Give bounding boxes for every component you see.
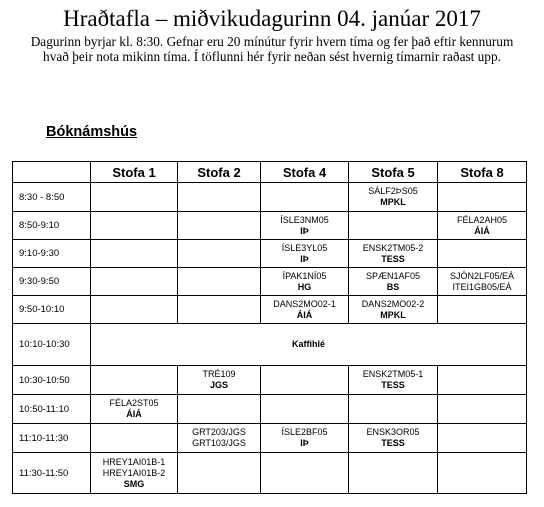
table-row xyxy=(13,240,527,268)
course-code: HREY1AI01B-2 xyxy=(102,467,166,478)
class-cell xyxy=(261,366,349,395)
class-cell xyxy=(349,424,438,453)
course-code: SPÆN1AF05 xyxy=(365,270,421,281)
class-cell xyxy=(261,268,349,296)
teacher-initials: IÞ xyxy=(300,225,309,236)
intro-paragraph: Dagurinn byrjar kl. 8:30. Gefnar eru 20 mínútur fyrir hvern tíma og fer það eftir kennurum hvað þeir nota mikinn tíma. Í töflunni hér fyrir neðan sést hvernig tímarnir raðast upp. xyxy=(30,34,514,64)
teacher-initials: MPKL xyxy=(380,197,406,207)
class-cell xyxy=(91,424,178,453)
column-header: Stofa 8 xyxy=(438,162,527,183)
class-cell xyxy=(349,366,438,395)
course-code: FÉLA2AH05 xyxy=(456,214,508,225)
table-row xyxy=(13,395,527,424)
course-code: ENSK2TM05-1 xyxy=(362,369,424,379)
teacher-initials: IÞ xyxy=(300,253,309,264)
course-code: ÍSLE3YL05 xyxy=(281,242,328,253)
class-cell xyxy=(91,268,178,296)
time-cell: 11:30-11:50 xyxy=(13,453,91,494)
class-cell xyxy=(178,212,261,240)
class-cell xyxy=(349,183,438,212)
table-row xyxy=(13,268,527,296)
class-cell xyxy=(349,395,438,424)
column-header: Stofa 5 xyxy=(349,162,438,183)
class-cell xyxy=(438,296,527,324)
course-code: ENSK3OR05 xyxy=(366,427,420,437)
class-cell xyxy=(349,296,438,324)
teacher-initials: TESS xyxy=(381,380,405,390)
class-cell xyxy=(438,366,527,395)
class-cell xyxy=(349,240,438,268)
break-label: Kaffihlé xyxy=(291,339,325,349)
teacher-initials: SMG xyxy=(123,478,145,489)
class-cell xyxy=(178,453,261,494)
column-header xyxy=(13,162,91,183)
time-cell: 9:30-9:50 xyxy=(13,268,91,296)
column-header: Stofa 1 xyxy=(91,162,178,183)
class-cell xyxy=(261,424,349,453)
course-code: ITEI1GB05/EÁ xyxy=(452,281,512,292)
class-cell xyxy=(438,395,527,424)
break-cell xyxy=(91,324,527,366)
table-row xyxy=(13,296,527,324)
class-cell xyxy=(91,240,178,268)
time-cell: 9:50-10:10 xyxy=(13,296,91,324)
page-title: Hraðtafla – miðvikudagurinn 04. janúar 2017 xyxy=(63,6,481,31)
table-row xyxy=(13,183,527,212)
class-cell xyxy=(178,395,261,424)
teacher-initials: TESS xyxy=(381,253,405,264)
class-cell xyxy=(91,212,178,240)
class-cell xyxy=(178,296,261,324)
course-code: ENSK2TM05-2 xyxy=(362,242,424,253)
time-cell: 8:30 - 8:50 xyxy=(13,183,91,212)
class-cell xyxy=(261,453,349,494)
class-cell xyxy=(438,183,527,212)
course-code: ÍPAK1NÍ05 xyxy=(282,270,327,281)
course-code: ÍSLE3NM05 xyxy=(280,214,329,225)
class-cell xyxy=(261,296,349,324)
course-code: ÍSLE2BF05 xyxy=(281,427,328,437)
class-cell xyxy=(349,268,438,296)
column-header: Stofa 2 xyxy=(178,162,261,183)
class-cell xyxy=(261,183,349,212)
class-cell xyxy=(178,240,261,268)
time-cell: 8:50-9:10 xyxy=(13,212,91,240)
class-cell xyxy=(349,212,438,240)
class-cell xyxy=(178,268,261,296)
class-cell xyxy=(438,240,527,268)
class-cell xyxy=(178,366,261,395)
course-code: GRT103/JGS xyxy=(192,438,246,448)
table-row xyxy=(13,366,527,395)
course-code: FÉLA2ST05 xyxy=(109,398,159,408)
table-row xyxy=(13,424,527,453)
teacher-initials: BS xyxy=(386,281,400,292)
class-cell xyxy=(91,366,178,395)
class-cell xyxy=(91,296,178,324)
course-code: SJÓN2LF05/EÁ xyxy=(449,270,515,281)
teacher-initials: JGS xyxy=(209,380,228,390)
course-code: DANS2MO02-2 xyxy=(361,298,425,309)
class-cell xyxy=(91,183,178,212)
class-cell xyxy=(438,268,527,296)
teacher-initials: MPKL xyxy=(380,309,406,320)
time-cell: 10:30-10:50 xyxy=(13,366,91,395)
teacher-initials: ÁIÁ xyxy=(126,409,142,419)
course-code: HREY1AI01B-1 xyxy=(102,456,166,467)
class-cell xyxy=(438,212,527,240)
time-cell: 9:10-9:30 xyxy=(13,240,91,268)
class-cell xyxy=(261,395,349,424)
class-cell xyxy=(178,424,261,453)
section-title: Bóknámshús xyxy=(46,124,138,140)
teacher-initials: TESS xyxy=(381,438,405,448)
class-cell xyxy=(91,453,178,494)
class-cell xyxy=(438,424,527,453)
table-row xyxy=(13,453,527,494)
teacher-initials: ÁIÁ xyxy=(296,309,313,320)
class-cell xyxy=(261,212,349,240)
teacher-initials: HG xyxy=(297,281,312,292)
class-cell xyxy=(178,183,261,212)
table-header-row xyxy=(13,162,527,183)
teacher-initials: ÁIÁ xyxy=(474,225,490,236)
table-row xyxy=(13,212,527,240)
teacher-initials: IÞ xyxy=(300,438,309,448)
course-code: DANS2MO02-1 xyxy=(273,298,336,309)
table-row xyxy=(13,324,527,366)
time-cell: 10:10-10:30 xyxy=(13,324,91,366)
class-cell xyxy=(91,395,178,424)
class-cell xyxy=(261,240,349,268)
course-code: GRT203/JGS xyxy=(192,427,246,437)
course-code: SÁLF2ÞS05 xyxy=(368,186,418,196)
time-cell: 11:10-11:30 xyxy=(13,424,91,453)
schedule-table xyxy=(12,161,527,494)
course-code: TRÉ109 xyxy=(202,369,236,379)
class-cell xyxy=(438,453,527,494)
column-header: Stofa 4 xyxy=(261,162,349,183)
time-cell: 10:50-11:10 xyxy=(13,395,91,424)
class-cell xyxy=(349,453,438,494)
